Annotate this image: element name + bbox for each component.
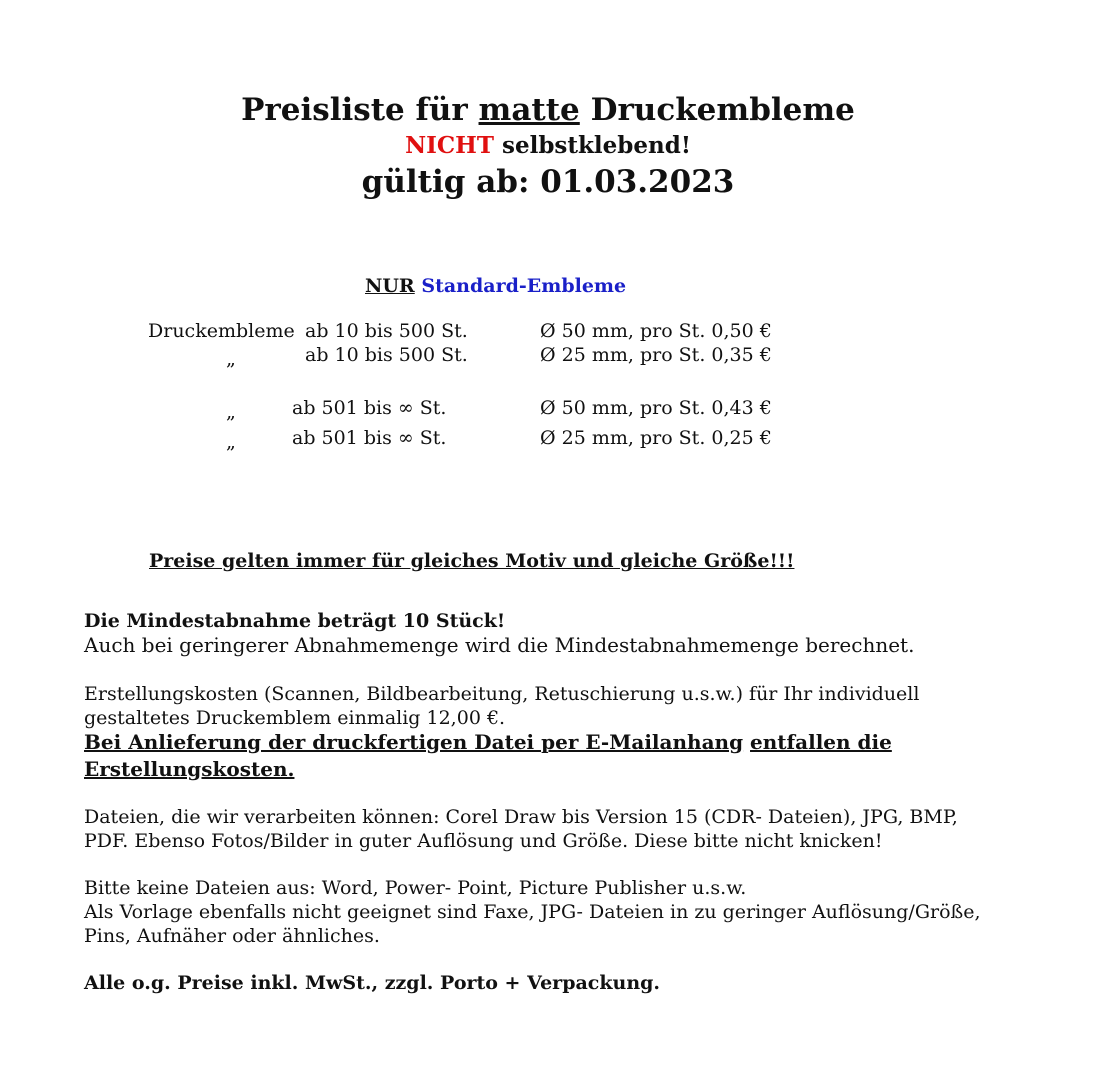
subtitle-rest: selbstklebend!: [494, 132, 691, 159]
price-row-3-quantity: ab 501 bis ∞ St.: [292, 397, 447, 419]
same-motif-note: Preise gelten immer für gleiches Motiv und gleiche Größe!!!: [149, 550, 795, 572]
price-row-4-label: „: [226, 431, 236, 453]
price-row-2-quantity: ab 10 bis 500 St.: [305, 344, 468, 366]
rejected-files-line-3: Pins, Aufnäher oder ähnliches.: [84, 925, 380, 947]
delivery-note-part-1: Bei Anlieferung der druckfertigen Datei per E-Mailanhang: [84, 730, 744, 754]
setup-cost-line-1: Erstellungskosten (Scannen, Bildbearbeitung, Retuschierung u.s.w.) für Ihr individuell: [84, 683, 920, 705]
price-row-4-price: Ø 25 mm, pro St. 0,25 €: [540, 427, 772, 449]
price-row-3-price: Ø 50 mm, pro St. 0,43 €: [540, 397, 772, 419]
price-row-1-quantity: ab 10 bis 500 St.: [305, 320, 468, 342]
price-row-1-label: Druckembleme: [148, 320, 295, 342]
page-subtitle: [0, 131, 1096, 161]
section-heading: [365, 273, 626, 299]
accepted-files-line-1: Dateien, die wir verarbeiten können: Corel Draw bis Version 15 (CDR- Dateien), JPG, BMP,: [84, 806, 958, 828]
price-row-1-price: Ø 50 mm, pro St. 0,50 €: [540, 320, 772, 342]
title-underlined-word: matte: [478, 92, 580, 128]
section-label: Standard-Embleme: [421, 275, 627, 297]
page-title: [0, 90, 1096, 130]
title-post: Druckembleme: [579, 92, 855, 128]
minimum-order-text: Auch bei geringerer Abnahmemenge wird die Mindestabnahmemenge berechnet.: [84, 633, 915, 657]
rejected-files-line-1: Bitte keine Dateien aus: Word, Power- Point, Picture Publisher u.s.w.: [84, 877, 747, 899]
subtitle-red-word: NICHT: [405, 132, 495, 159]
rejected-files-line-2: Als Vorlage ebenfalls nicht geeignet sind Faxe, JPG- Dateien in zu geringer Auflösung/Größe,: [84, 901, 981, 923]
setup-cost-line-2: gestaltetes Druckemblem einmalig 12,00 €.: [84, 707, 506, 729]
delivery-note-part-2: entfallen die: [750, 730, 892, 754]
delivery-note-line-2: Erstellungskosten.: [84, 757, 295, 781]
price-row-2-label: „: [226, 348, 236, 370]
price-row-2-price: Ø 25 mm, pro St. 0,35 €: [540, 344, 772, 366]
price-row-4-quantity: ab 501 bis ∞ St.: [292, 427, 447, 449]
footer-note: Alle o.g. Preise inkl. MwSt., zzgl. Porto + Verpackung.: [84, 972, 661, 994]
accepted-files-line-2: PDF. Ebenso Fotos/Bilder in guter Auflösung und Größe. Diese bitte nicht knicken!: [84, 830, 883, 852]
validity-date: gültig ab: 01.03.2023: [361, 164, 735, 200]
section-prefix: NUR: [365, 275, 415, 297]
minimum-order-title: Die Mindestabnahme beträgt 10 Stück!: [84, 610, 506, 632]
title-pre: Preisliste für: [241, 92, 479, 128]
price-row-3-label: „: [226, 401, 236, 423]
delivery-note-line-1: [84, 730, 892, 755]
